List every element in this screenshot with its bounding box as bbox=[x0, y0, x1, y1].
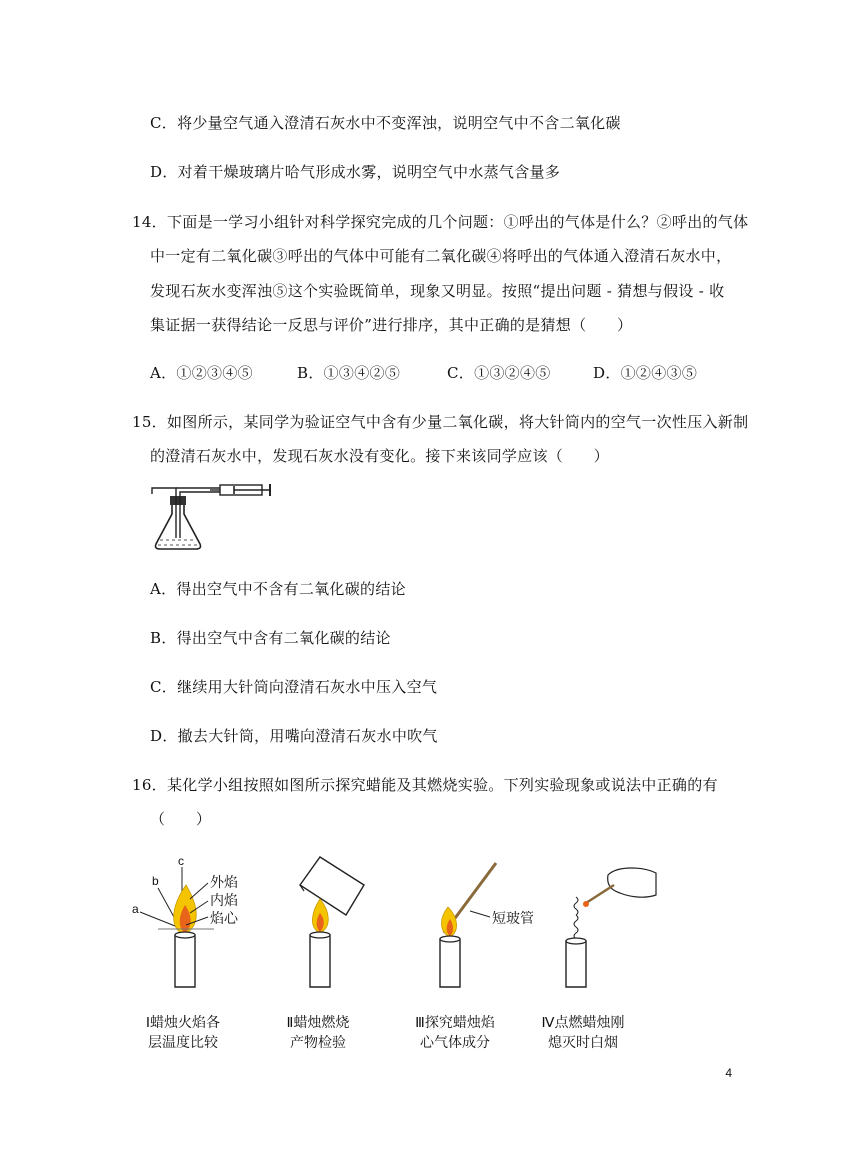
candle-glass-tube-figure bbox=[420, 855, 550, 990]
q14-option-a: A．①②③④⑤ bbox=[150, 364, 253, 382]
label-b: b bbox=[152, 874, 159, 888]
q14-option-c: C．①③②④⑤ bbox=[447, 364, 551, 382]
q14-option-b: B．①③④②⑤ bbox=[297, 364, 401, 382]
q14-stem-line1: 14．下面是一学习小组针对科学探究完成的几个问题：①呼出的气体是什么？②呼出的气体 bbox=[132, 213, 749, 231]
caption-figure-1 bbox=[128, 1012, 238, 1052]
label-c: c bbox=[178, 855, 184, 868]
q13-option-c: C．将少量空气通入澄清石灰水中不变浑浊，说明空气中不含二氧化碳 bbox=[150, 114, 621, 132]
q15-option-d: D．撤去大针筒，用嘴向澄清石灰水中吹气 bbox=[150, 727, 438, 745]
q14-stem-line4: 集证据一获得结论一反思与评价”进行排序，其中正确的是猜想（ ） bbox=[150, 316, 633, 334]
q15-option-a: A．得出空气中不含有二氧化碳的结论 bbox=[150, 580, 406, 598]
label-a: a bbox=[132, 902, 139, 916]
caption-1-line1: Ⅰ蜡烛火焰各 bbox=[145, 1014, 221, 1030]
caption-4-line1: Ⅳ点燃蜡烛刚 bbox=[541, 1014, 625, 1030]
caption-2-line2: 产物检验 bbox=[290, 1034, 346, 1050]
q16-stem-line1: 16．某化学小组按照如图所示探究蜡能及其燃烧实验。下列实验现象或说法中正确的有 bbox=[132, 776, 718, 794]
label-short-glass-tube: 短玻管 bbox=[492, 910, 534, 926]
q15-stem-line2: 的澄清石灰水中，发现石灰水没有变化。接下来该同学应该（ ） bbox=[150, 447, 610, 465]
q14-stem-line3: 发现石灰水变浑浊⑤这个实验既简单，现象又明显。按照“提出问题 - 猜想与假设 - 收 bbox=[150, 282, 725, 300]
candle-white-smoke-figure bbox=[548, 855, 658, 990]
caption-3-line2: 心气体成分 bbox=[420, 1034, 490, 1050]
caption-3-line1: Ⅲ探究蜡烛焰 bbox=[415, 1014, 495, 1030]
syringe-flask-figure bbox=[150, 482, 275, 554]
caption-figure-3 bbox=[400, 1012, 510, 1052]
caption-4-line2: 熄灭时白烟 bbox=[548, 1034, 618, 1050]
label-outer-flame: 外焰 bbox=[210, 874, 238, 890]
caption-figure-4 bbox=[528, 1012, 638, 1052]
q15-option-c: C．继续用大针筒向澄清石灰水中压入空气 bbox=[150, 678, 438, 696]
q14-option-d: D．①②④③⑤ bbox=[593, 364, 698, 382]
label-inner-flame: 内焰 bbox=[210, 892, 238, 908]
q15-stem-line1: 15．如图所示，某同学为验证空气中含有少量二氧化碳，将大针筒内的空气一次性压入新制 bbox=[132, 413, 749, 431]
q13-option-d: D．对着干燥玻璃片哈气形成水雾，说明空气中水蒸气含量多 bbox=[150, 163, 561, 181]
q16-stem-line2: （ ） bbox=[150, 810, 212, 828]
caption-figure-2 bbox=[268, 1012, 368, 1052]
q15-option-b: B．得出空气中含有二氧化碳的结论 bbox=[150, 629, 391, 647]
label-flame-core: 焰心 bbox=[210, 910, 238, 926]
page-number: 4 bbox=[725, 1066, 732, 1080]
caption-2-line1: Ⅱ蜡烛燃烧 bbox=[286, 1014, 350, 1030]
candle-beaker-figure bbox=[290, 855, 370, 990]
caption-1-line2: 层温度比较 bbox=[148, 1034, 218, 1050]
q14-stem-line2: 中一定有二氧化碳③呼出的气体中可能有二氧化碳④将呼出的气体通入澄清石灰水中， bbox=[150, 247, 732, 265]
candle-flame-layers-figure bbox=[128, 855, 248, 990]
